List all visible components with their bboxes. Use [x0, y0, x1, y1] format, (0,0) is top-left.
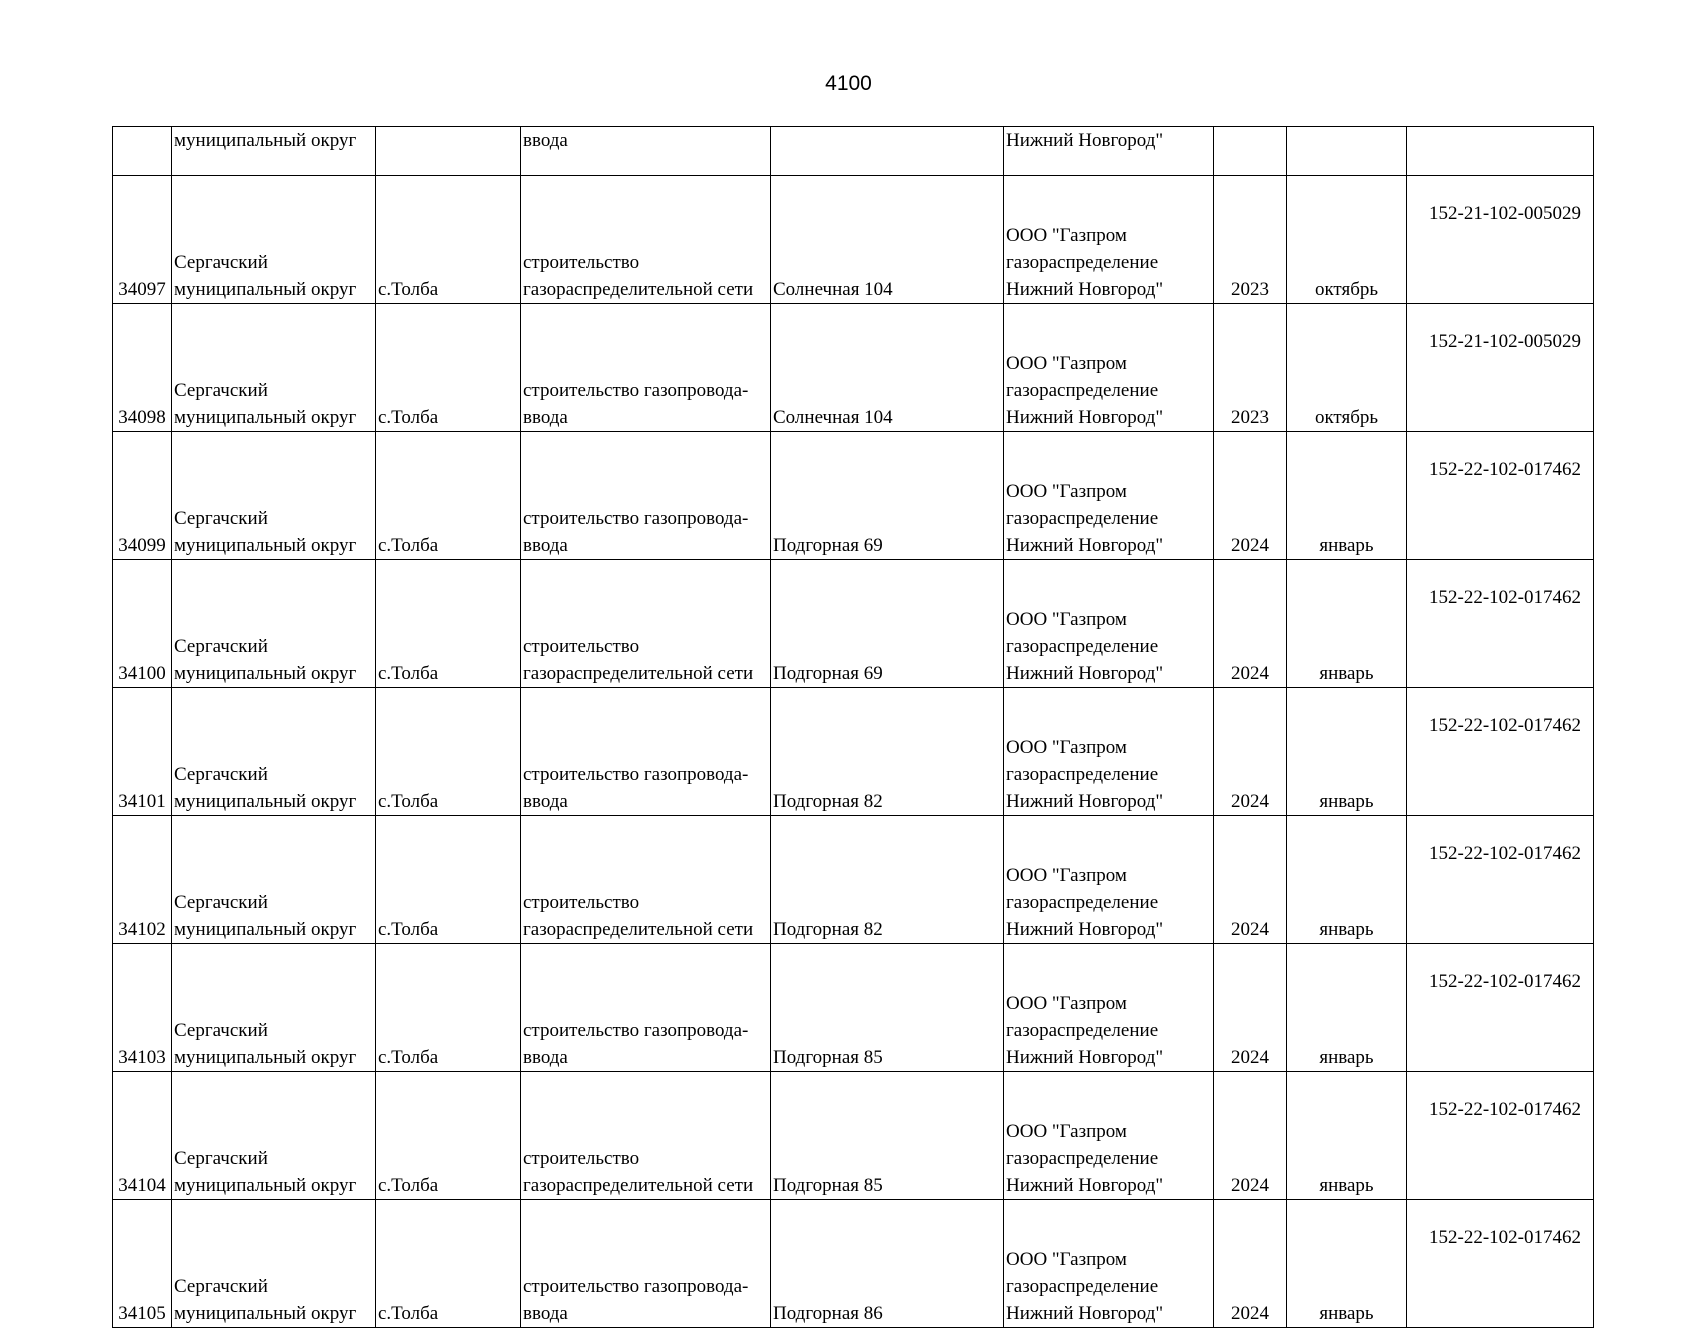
table-row-continued — [113, 127, 1594, 176]
cell-organization: ООО "Газпром газораспределение Нижний Новгород" — [1004, 1200, 1214, 1328]
cell-code: 152-21-102-005029 — [1407, 176, 1594, 304]
cell-year: 2024 — [1214, 944, 1287, 1072]
cell-district: Сергачский муниципальный округ — [172, 816, 376, 944]
cell-settlement: с.Толба — [376, 944, 521, 1072]
cell-address: Подгорная 69 — [771, 432, 1004, 560]
cell-settlement: с.Толба — [376, 1072, 521, 1200]
table-row — [113, 560, 1594, 688]
cell-year: 2024 — [1214, 1200, 1287, 1328]
cell-settlement: с.Толба — [376, 1200, 521, 1328]
cell-district: Сергачский муниципальный округ — [172, 304, 376, 432]
cell-month: январь — [1287, 432, 1407, 560]
cell-year: 2023 — [1214, 176, 1287, 304]
cell-settlement: с.Толба — [376, 176, 521, 304]
cell-work-type: строительство газопровода- ввода — [521, 432, 771, 560]
table-row — [113, 176, 1594, 304]
cell-address: Солнечная 104 — [771, 176, 1004, 304]
cell-address: Подгорная 82 — [771, 816, 1004, 944]
cell-organization: ООО "Газпром газораспределение Нижний Новгород" — [1004, 176, 1214, 304]
cell-district: Сергачский муниципальный округ — [172, 944, 376, 1072]
cell-district: Сергачский муниципальный округ — [172, 176, 376, 304]
gas-network-table — [112, 126, 1594, 1328]
cell-number: 34099 — [113, 432, 172, 560]
cell-month: январь — [1287, 688, 1407, 816]
cell-work-type: строительство газопровода- ввода — [521, 304, 771, 432]
table-row — [113, 304, 1594, 432]
cell-work-type: строительство газопровода- ввода — [521, 944, 771, 1072]
cell-address: Подгорная 85 — [771, 1072, 1004, 1200]
cell-district: Сергачский муниципальный округ — [172, 688, 376, 816]
cell-year: 2023 — [1214, 304, 1287, 432]
cell-settlement: с.Толба — [376, 560, 521, 688]
cell-address: Подгорная 69 — [771, 560, 1004, 688]
cell-code: 152-22-102-017462 — [1407, 432, 1594, 560]
cell-organization: ООО "Газпром газораспределение Нижний Новгород" — [1004, 816, 1214, 944]
cell-year: 2024 — [1214, 560, 1287, 688]
cell-year: 2024 — [1214, 432, 1287, 560]
cell-address: Подгорная 85 — [771, 944, 1004, 1072]
cell-work-type: строительство газораспределительной сети — [521, 176, 771, 304]
cell-organization: ООО "Газпром газораспределение Нижний Новгород" — [1004, 560, 1214, 688]
cell-settlement — [376, 127, 521, 176]
cell-district: Сергачский муниципальный округ — [172, 1072, 376, 1200]
cell-work-type: строительство газораспределительной сети — [521, 1072, 771, 1200]
cell-code: 152-22-102-017462 — [1407, 560, 1594, 688]
cell-number: 34102 — [113, 816, 172, 944]
cell-month: январь — [1287, 816, 1407, 944]
cell-month: январь — [1287, 1200, 1407, 1328]
cell-settlement: с.Толба — [376, 688, 521, 816]
table-row — [113, 816, 1594, 944]
cell-organization: ООО "Газпром газораспределение Нижний Новгород" — [1004, 688, 1214, 816]
cell-district: Сергачский муниципальный округ — [172, 432, 376, 560]
cell-settlement: с.Толба — [376, 816, 521, 944]
cell-month: январь — [1287, 560, 1407, 688]
cell-month: октябрь — [1287, 304, 1407, 432]
cell-code: 152-21-102-005029 — [1407, 304, 1594, 432]
cell-work-type: строительство газопровода- ввода — [521, 1200, 771, 1328]
cell-district: Сергачский муниципальный округ — [172, 560, 376, 688]
cell-organization: ООО "Газпром газораспределение Нижний Новгород" — [1004, 304, 1214, 432]
cell-number: 34104 — [113, 1072, 172, 1200]
cell-number — [113, 127, 172, 176]
cell-organization: ООО "Газпром газораспределение Нижний Новгород" — [1004, 944, 1214, 1072]
cell-work-type: ввода — [521, 127, 771, 176]
cell-code: 152-22-102-017462 — [1407, 1072, 1594, 1200]
table-row — [113, 432, 1594, 560]
cell-month: январь — [1287, 1072, 1407, 1200]
page-number: 4100 — [825, 72, 872, 95]
cell-number: 34097 — [113, 176, 172, 304]
cell-number: 34105 — [113, 1200, 172, 1328]
cell-code: 152-22-102-017462 — [1407, 944, 1594, 1072]
cell-work-type: строительство газораспределительной сети — [521, 816, 771, 944]
cell-address: Подгорная 86 — [771, 1200, 1004, 1328]
cell-work-type: строительство газопровода- ввода — [521, 688, 771, 816]
cell-code: 152-22-102-017462 — [1407, 688, 1594, 816]
cell-settlement: с.Толба — [376, 432, 521, 560]
cell-year — [1214, 127, 1287, 176]
cell-month — [1287, 127, 1407, 176]
cell-organization: ООО "Газпром газораспределение Нижний Новгород" — [1004, 432, 1214, 560]
cell-district: муниципальный округ — [172, 127, 376, 176]
cell-work-type: строительство газораспределительной сети — [521, 560, 771, 688]
cell-address: Солнечная 104 — [771, 304, 1004, 432]
cell-number: 34098 — [113, 304, 172, 432]
cell-number: 34100 — [113, 560, 172, 688]
cell-address — [771, 127, 1004, 176]
cell-code — [1407, 127, 1594, 176]
cell-year: 2024 — [1214, 1072, 1287, 1200]
cell-number: 34101 — [113, 688, 172, 816]
cell-year: 2024 — [1214, 816, 1287, 944]
cell-number: 34103 — [113, 944, 172, 1072]
table-row — [113, 944, 1594, 1072]
cell-month: январь — [1287, 944, 1407, 1072]
table-row — [113, 1072, 1594, 1200]
cell-address: Подгорная 82 — [771, 688, 1004, 816]
table-row — [113, 1200, 1594, 1328]
cell-district: Сергачский муниципальный округ — [172, 1200, 376, 1328]
cell-organization: Нижний Новгород" — [1004, 127, 1214, 176]
cell-code: 152-22-102-017462 — [1407, 1200, 1594, 1328]
cell-organization: ООО "Газпром газораспределение Нижний Новгород" — [1004, 1072, 1214, 1200]
cell-year: 2024 — [1214, 688, 1287, 816]
table-row — [113, 688, 1594, 816]
cell-settlement: с.Толба — [376, 304, 521, 432]
cell-month: октябрь — [1287, 176, 1407, 304]
cell-code: 152-22-102-017462 — [1407, 816, 1594, 944]
